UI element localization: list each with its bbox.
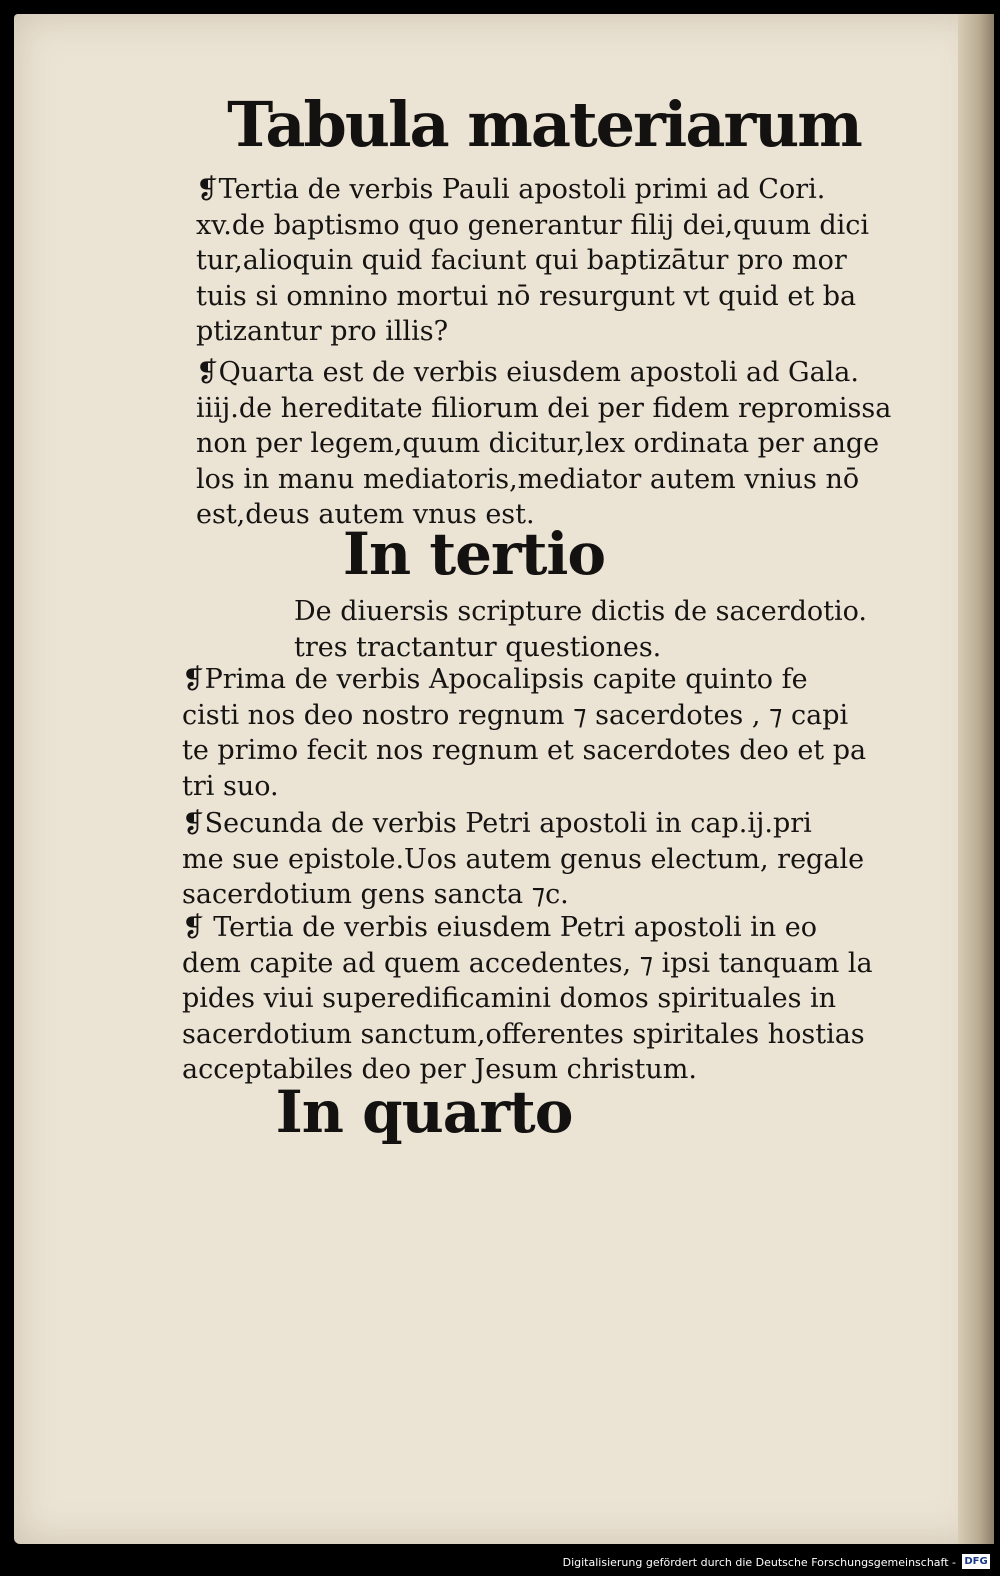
text-line: cisti nos deo nostro regnum ⁊ sacerdotes , ⁊ capi: [182, 699, 849, 731]
text-line: me sue epistole.Uos autem genus electum, regale: [182, 843, 865, 875]
text-line: ❡Quarta est de verbis eiusdem apostoli ad Gala.: [196, 357, 859, 388]
text-line: tri suo.: [182, 770, 279, 802]
page-edge: [958, 14, 994, 1544]
text-block-secunda-petri: [182, 806, 864, 913]
text-block-intro-tertio: [294, 594, 867, 665]
text-line: est,deus autem vnus est.: [196, 499, 535, 530]
text-line: non per legem,quum dicitur,lex ordinata per ange: [196, 428, 880, 459]
text-line: tur,alioquin quid faciunt qui baptizātur pro mor: [196, 245, 847, 276]
text-line: ptizantur pro illis?: [196, 316, 449, 347]
text-line: ❡Secunda de verbis Petri apostoli in cap.ij.pri: [182, 808, 812, 839]
text-line: ❡Tertia de verbis Pauli apostoli primi ad Cori.: [196, 174, 826, 205]
text-line: ❡Prima de verbis Apocalipsis capite quinto fe: [182, 664, 808, 695]
text-line: iiij.de hereditate filiorum dei per fidem repromissa: [196, 392, 892, 424]
text-line: dem capite ad quem accedentes, ⁊ ipsi tanquam la: [182, 947, 873, 979]
text-line: tuis si omnino mortui nō resurgunt vt quid et ba: [196, 280, 857, 312]
text-block-tertia-petri: [182, 910, 873, 1088]
text-block-quarta-gala: [196, 355, 891, 533]
text-line: acceptabiles deo per Jesum christum.: [182, 1054, 697, 1085]
funding-credit: Digitalisierung gefördert durch die Deutsche Forschungsgemeinschaft -: [562, 1556, 956, 1569]
text-line: xv.de baptismo quo generantur filij dei,quum dici: [196, 209, 870, 241]
section-heading-quarto: In quarto: [275, 1078, 573, 1146]
dfg-logo: DFG: [962, 1554, 990, 1569]
text-line: sacerdotium sanctum,offerentes spiritales hostias: [182, 1018, 865, 1050]
text-line: los in manu mediatoris,mediator autem vnius nō: [196, 463, 860, 495]
text-block-tertia-pauli: [196, 172, 869, 350]
page-title: Tabula materiarum: [227, 88, 861, 161]
text-block-prima-apocalipsis: [182, 662, 866, 804]
text-line: ❡ Tertia de verbis eiusdem Petri apostoli in eo: [182, 912, 818, 943]
text-line: tres tractantur questiones.: [294, 631, 662, 663]
section-heading-tertio: In tertio: [342, 520, 606, 588]
text-line: De diuersis scripture dictis de sacerdotio.: [294, 596, 867, 627]
text-line: pides viui superedificamini domos spirituales in: [182, 983, 837, 1014]
text-line: te primo fecit nos regnum et sacerdotes deo et pa: [182, 735, 867, 766]
text-line: sacerdotium gens sancta ⁊c.: [182, 879, 569, 910]
